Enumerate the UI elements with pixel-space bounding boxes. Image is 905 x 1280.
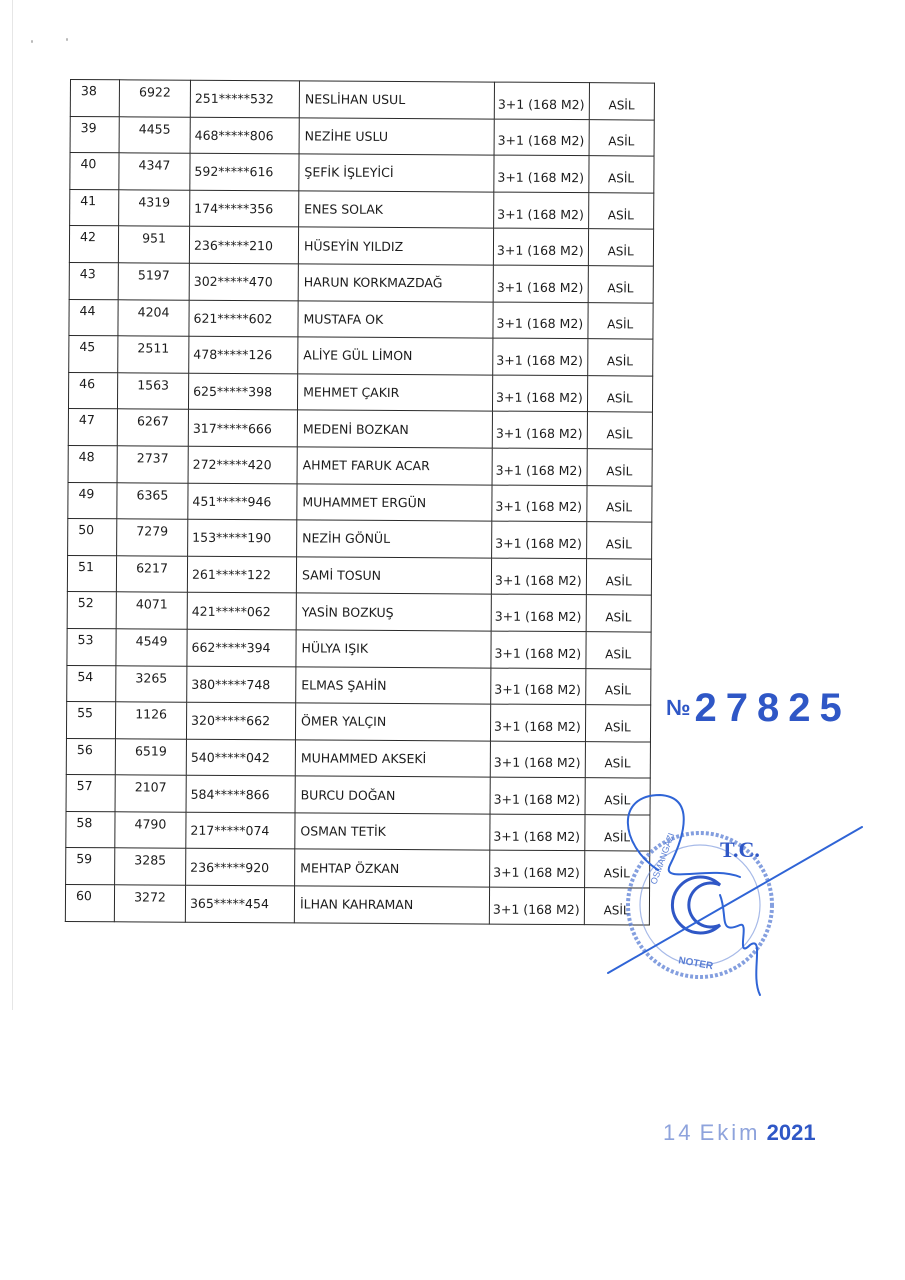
lottery-number-cell: 3285 [115,848,186,885]
status-cell: ASİL [587,412,652,449]
table-row [67,628,651,668]
unit-type-cell: 3+1 (168 M2) [492,521,587,558]
name-cell: MEDENİ BOZKAN [297,410,492,448]
row-number-cell: 40 [70,153,119,190]
seal-bottom-text: NOTER [677,955,714,973]
row-number-cell: 60 [65,885,114,922]
status-cell: ASİL [588,266,653,303]
status-cell: ASİL [585,668,650,705]
id-number-cell: 621*****602 [189,300,298,337]
lottery-number-cell: 6519 [115,738,186,775]
date-day: 14 [663,1120,694,1145]
name-cell: NESLİHAN USUL [299,81,494,119]
id-number-cell: 236*****210 [189,227,298,264]
id-number-cell: 217*****074 [186,812,295,849]
date-month: Ekim [699,1120,761,1145]
id-number-cell: 468*****806 [190,117,299,154]
row-number-cell: 43 [69,262,118,299]
lottery-number-cell: 4790 [115,812,186,849]
lottery-number-cell: 3272 [114,885,185,922]
row-number-cell: 52 [67,592,116,629]
status-cell: ASİL [585,705,650,742]
row-number-cell: 39 [70,116,119,153]
id-number-cell: 451*****946 [188,483,297,520]
numero-symbol: № [666,695,691,720]
lottery-number-cell: 3265 [116,665,187,702]
row-number-cell: 51 [67,555,116,592]
name-cell: SAMİ TOSUN [296,557,491,595]
id-number-cell: 251*****532 [190,80,299,117]
status-cell: ASİL [587,449,652,486]
name-cell: YASİN BOZKUŞ [296,593,491,631]
lottery-number-cell: 4071 [116,592,187,629]
allocation-table [65,79,655,925]
unit-type-cell: 3+1 (168 M2) [491,594,586,631]
id-number-cell: 272*****420 [188,446,297,483]
signature-icon [608,795,862,995]
unit-type-cell: 3+1 (168 M2) [493,228,588,265]
id-number-cell: 320*****662 [186,702,295,739]
lottery-number-cell: 1126 [115,702,186,739]
status-cell: ASİL [586,558,651,595]
svg-text:OSMANGAZI: OSMANGAZI [648,831,677,886]
row-number-cell: 50 [68,519,117,556]
status-cell: ASİL [587,339,652,376]
lottery-number-cell: 2737 [117,446,188,483]
table-row [66,775,650,815]
row-number-cell: 41 [70,189,119,226]
row-number-cell: 42 [69,226,118,263]
row-number-cell: 44 [69,299,118,336]
status-cell: ASİL [586,522,651,559]
row-number-cell: 58 [66,811,115,848]
unit-type-cell: 3+1 (168 M2) [493,338,588,375]
id-number-cell: 662*****394 [187,629,296,666]
lottery-number-cell: 4204 [118,299,189,336]
scan-speck [31,40,33,43]
lottery-number-cell: 4319 [119,190,190,227]
row-number-cell: 49 [68,482,117,519]
unit-type-cell: 3+1 (168 M2) [490,777,585,814]
lottery-number-cell: 1563 [117,373,188,410]
table-body [65,80,654,925]
table-row [69,262,653,302]
row-number-cell: 47 [68,409,117,446]
status-cell: ASİL [587,375,652,412]
name-cell: NEZİHE USLU [299,117,494,155]
name-cell: MUSTAFA OK [298,300,493,338]
table-row [66,848,650,888]
lottery-number-cell: 4347 [119,153,190,190]
table-row [70,153,654,193]
name-cell: HARUN KORKMAZDAĞ [298,264,493,302]
date-year: 2021 [766,1120,816,1145]
unit-type-cell: 3+1 (168 M2) [493,302,588,339]
id-number-cell: 261*****122 [187,556,296,593]
name-cell: MEHTAP ÖZKAN [295,849,490,887]
id-number-cell: 540*****042 [186,739,295,776]
id-number-cell: 302*****470 [189,263,298,300]
lottery-number-cell: 4549 [116,629,187,666]
lottery-number-cell: 6217 [116,556,187,593]
id-number-cell: 584*****866 [186,776,295,813]
name-cell: ÖMER YALÇIN [295,703,490,741]
status-cell: ASİL [585,741,650,778]
status-cell: ASİL [586,595,651,632]
table-row [66,738,650,778]
id-number-cell: 625*****398 [188,373,297,410]
row-number-cell: 48 [68,445,117,482]
id-number-cell: 174*****356 [190,190,299,227]
lottery-number-cell: 2511 [118,336,189,373]
status-cell: ASİL [588,302,653,339]
name-cell: BURCU DOĞAN [295,776,490,814]
table-row [70,189,654,229]
unit-type-cell: 3+1 (168 M2) [494,155,589,192]
name-cell: AHMET FARUK ACAR [297,447,492,485]
row-number-cell: 53 [67,628,116,665]
unit-type-cell: 3+1 (168 M2) [490,704,585,741]
id-number-cell: 236*****920 [186,849,295,886]
lottery-number-cell: 6267 [117,409,188,446]
table-row [68,372,652,412]
table-row [69,299,653,339]
name-cell: ENES SOLAK [299,191,494,229]
name-cell: MEHMET ÇAKIR [297,374,492,412]
status-cell: ASİL [589,156,654,193]
unit-type-cell: 3+1 (168 M2) [494,192,589,229]
lottery-number-cell: 4455 [119,116,190,153]
unit-type-cell: 3+1 (168 M2) [494,119,589,156]
date-stamp [663,1120,816,1146]
lottery-number-cell: 5197 [118,263,189,300]
scan-speck [66,38,68,41]
id-number-cell: 592*****616 [190,153,299,190]
row-number-cell: 56 [66,738,115,775]
unit-type-cell: 3+1 (168 M2) [491,558,586,595]
row-number-cell: 45 [69,336,118,373]
table-row [67,555,651,595]
table-row [68,482,652,522]
unit-type-cell: 3+1 (168 M2) [494,82,589,119]
name-cell: MUHAMMED AKSEKİ [295,740,490,778]
serial-number-stamp [666,686,851,731]
unit-type-cell: 3+1 (168 M2) [492,448,587,485]
lottery-number-cell: 6922 [119,80,190,117]
unit-type-cell: 3+1 (168 M2) [493,265,588,302]
unit-type-cell: 3+1 (168 M2) [491,631,586,668]
unit-type-cell: 3+1 (168 M2) [489,887,584,924]
lottery-number-cell: 2107 [115,775,186,812]
id-number-cell: 478*****126 [189,336,298,373]
row-number-cell: 59 [66,848,115,885]
lottery-number-cell: 951 [118,226,189,263]
row-number-cell: 38 [70,80,119,117]
id-number-cell: 380*****748 [187,666,296,703]
table-row [68,409,652,449]
notary-seal-with-signature [600,785,865,1005]
row-number-cell: 46 [68,372,117,409]
seal-icon [628,832,772,977]
table-row [70,80,654,120]
scan-edge [12,0,13,1010]
id-number-cell: 365*****454 [185,885,294,922]
id-number-cell: 421*****062 [187,593,296,630]
unit-type-cell: 3+1 (168 M2) [490,814,585,851]
unit-type-cell: 3+1 (168 M2) [492,485,587,522]
status-cell: ASİL [584,815,649,852]
status-cell: ASİL [589,119,654,156]
table-row [67,592,651,632]
allocation-table-container [65,79,655,925]
table-row [67,665,651,705]
id-number-cell: 153*****190 [188,519,297,556]
status-cell: ASİL [584,888,649,925]
lottery-number-cell: 6365 [117,482,188,519]
lottery-number-cell: 7279 [117,519,188,556]
name-cell: ŞEFİK İŞLEYİCİ [299,154,494,192]
status-cell: ASİL [584,851,649,888]
table-row [66,702,650,742]
unit-type-cell: 3+1 (168 M2) [490,851,585,888]
table-row [68,519,652,559]
name-cell: ALİYE GÜL LİMON [298,337,493,375]
status-cell: ASİL [588,192,653,229]
table-row [69,336,653,376]
status-cell: ASİL [586,485,651,522]
row-number-cell: 55 [66,702,115,739]
table-row [69,226,653,266]
table-row [70,116,654,156]
table-row [65,885,649,925]
unit-type-cell: 3+1 (168 M2) [492,411,587,448]
row-number-cell: 54 [67,665,116,702]
name-cell: OSMAN TETİK [295,813,490,851]
status-cell: ASİL [586,632,651,669]
row-number-cell: 57 [66,775,115,812]
name-cell: ELMAS ŞAHİN [296,666,491,704]
table-row [66,811,650,851]
unit-type-cell: 3+1 (168 M2) [490,741,585,778]
id-number-cell: 317*****666 [188,410,297,447]
table-row [68,445,652,485]
name-cell: HÜLYA IŞIK [296,630,491,668]
name-cell: MUHAMMET ERGÜN [297,483,492,521]
unit-type-cell: 3+1 (168 M2) [492,375,587,412]
seal-top-text: T.C. [720,837,760,862]
unit-type-cell: 3+1 (168 M2) [491,668,586,705]
name-cell: HÜSEYİN YILDIZ [298,227,493,265]
serial-number: 27825 [694,686,851,730]
name-cell: NEZİH GÖNÜL [297,520,492,558]
status-cell: ASİL [589,83,654,120]
name-cell: İLHAN KAHRAMAN [294,886,489,924]
status-cell: ASİL [588,229,653,266]
status-cell: ASİL [585,778,650,815]
